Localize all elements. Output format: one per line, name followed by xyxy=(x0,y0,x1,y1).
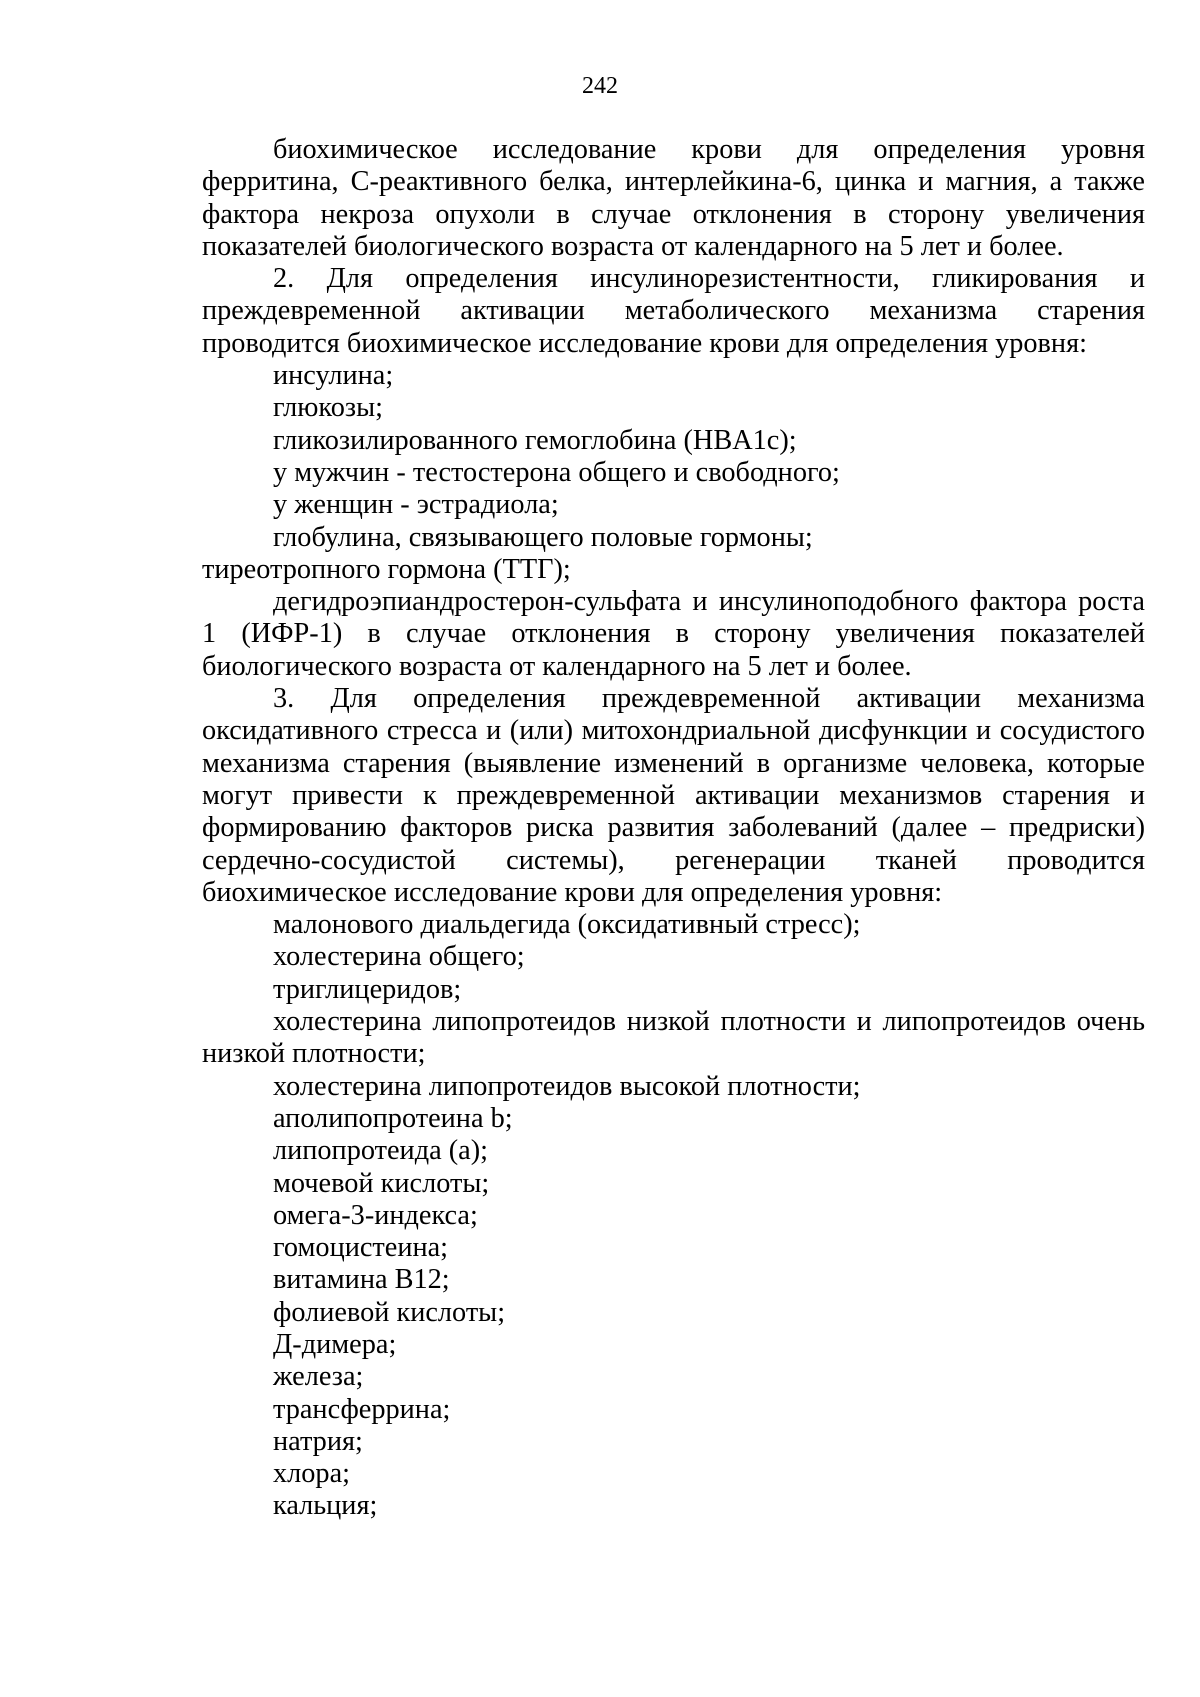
list-item: триглицеридов; xyxy=(273,973,462,1005)
list-item: липопротеида (а); xyxy=(273,1135,488,1167)
list-item: у мужчин - тестостерона общего и свободного; xyxy=(273,456,840,488)
list-item: у женщин - эстрадиола; xyxy=(273,489,559,521)
list-item: хлора; xyxy=(273,1458,350,1490)
list-item: глобулина, связывающего половые гормоны; xyxy=(273,521,813,553)
list-item: Д-димера; xyxy=(273,1328,397,1360)
document-body xyxy=(202,134,1145,1523)
list-item: гликозилированного гемоглобина (HBA1c); xyxy=(273,424,797,456)
list-item: малонового диальдегида (оксидативный стресс); xyxy=(273,909,861,941)
list-item: холестерина общего; xyxy=(273,941,525,973)
list-item: кальция; xyxy=(273,1490,378,1522)
list-item: глюкозы; xyxy=(273,392,383,424)
list-item: натрия; xyxy=(273,1425,363,1457)
list-item: железа; xyxy=(273,1361,364,1393)
paragraph-section-2-intro: 2. Для определения инсулинорезистентности, гликирования и преждевременной активации метаболического механизма старения проводится биохимическое исследование крови для определения уровня: xyxy=(202,263,1145,359)
list-item: холестерина липопротеидов высокой плотности; xyxy=(273,1070,861,1102)
paragraph-section-3-intro: 3. Для определения преждевременной активации механизма оксидативного стресса и (или) митохондриальной дисфункции и сосудистого механизма старения (выявление изменений в организме человека, которые могут привести к преждевременной активации механизмов старения и формированию факторов риска развития заболеваний (далее – предриски) сердечно-сосудистой системы), регенерации тканей проводится биохимическое исследование крови для определения уровня: xyxy=(202,683,1145,908)
list-item: инсулина; xyxy=(273,360,394,392)
list-item: омега-3-индекса; xyxy=(273,1199,478,1231)
list-item: холестерина липопротеидов низкой плотности и липопротеидов очень низкой плотности; xyxy=(202,1006,1145,1070)
list-item: трансферрина; xyxy=(273,1393,451,1425)
list-item: аполипопротеина b; xyxy=(273,1102,513,1134)
list-item: витамина В12; xyxy=(273,1264,450,1296)
list-item: мочевой кислоты; xyxy=(273,1167,490,1199)
list-item: фолиевой кислоты; xyxy=(273,1296,506,1328)
paragraph-blood-test-ferritin: биохимическое исследование крови для определения уровня ферритина, С-реактивного белка, интерлейкина-6, цинка и магния, а также фактора некроза опухоли в случае отклонения в сторону увеличения показателей биологического возраста от календарного на 5 лет и более. xyxy=(202,134,1145,262)
paragraph-dhea-igf: дегидроэпиандростерон-сульфата и инсулиноподобного фактора роста 1 (ИФР-1) в случае отклонения в сторону увеличения показателей биологического возраста от календарного на 5 лет и более. xyxy=(202,586,1145,682)
page-number: 242 xyxy=(582,73,618,99)
list-item: гомоцистеина; xyxy=(273,1232,449,1264)
list-item: тиреотропного гормона (ТТГ); xyxy=(202,553,571,585)
